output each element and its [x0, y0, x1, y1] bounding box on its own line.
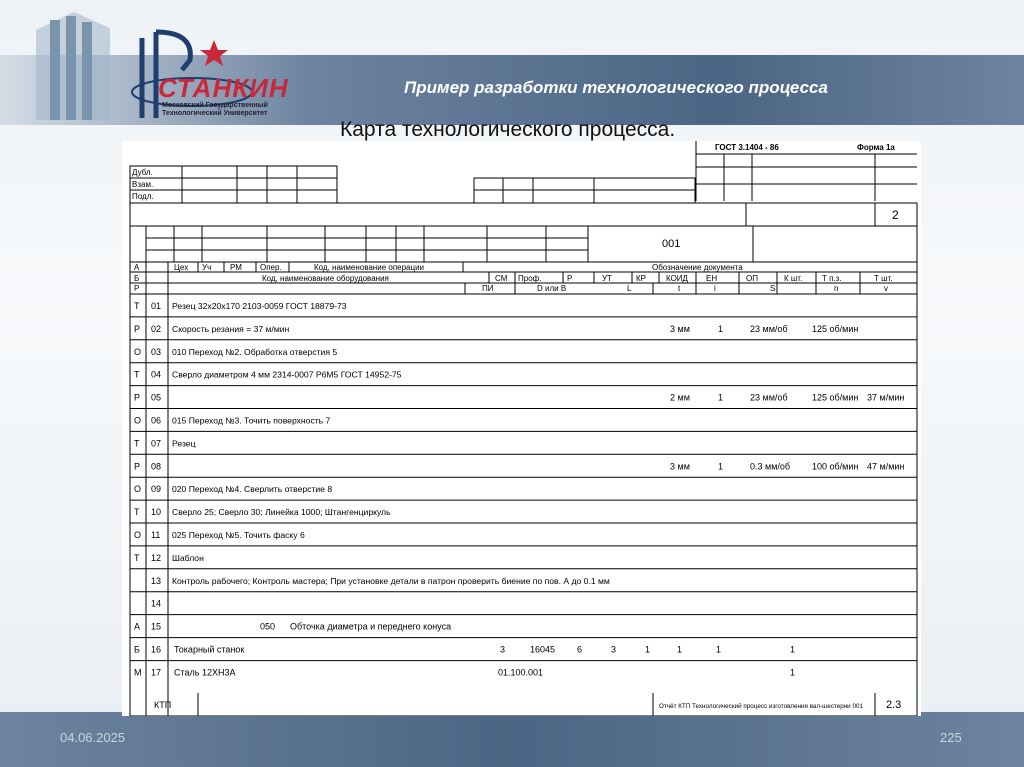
row-number: 06	[151, 415, 162, 426]
row-number: 13	[151, 575, 162, 586]
header-a-cell: РМ	[230, 263, 242, 272]
row-value-prof: 16045	[530, 644, 556, 655]
process-card-grid	[122, 141, 921, 716]
report-label: Отчёт КТП Технологический процесс изготовления вал-шестерни 001	[659, 703, 863, 710]
row-text: Обточка диаметра и переднего конуса	[290, 621, 452, 632]
card-header-texts	[132, 143, 899, 250]
footer-sheet-number: 2.3	[886, 699, 902, 711]
document-title: Карта технологического процесса.	[340, 118, 676, 141]
row-s-value: 23 мм/об	[750, 392, 788, 403]
header-b-cell: ОП	[746, 274, 758, 283]
row-i-value: 1	[718, 392, 724, 403]
row-text: Токарный станок	[174, 644, 245, 655]
row-value-kst: 1	[790, 644, 796, 655]
row-number: 03	[151, 346, 162, 357]
process-card	[122, 141, 921, 716]
column-headers	[134, 263, 893, 293]
header-r-cell: i	[714, 284, 716, 293]
row-value-kr: 1	[645, 644, 651, 655]
row-text: Сверло 25; Сверло 30; Линейка 1000; Штангенциркуль	[172, 507, 391, 518]
header-b-cell: К шт.	[784, 274, 803, 283]
row-value-kst: 1	[790, 667, 796, 678]
row-text: Резец 32x20x170 2103-0059 ГОСТ 18879-73	[172, 301, 347, 311]
row-text: Сталь 12ХН3А	[174, 667, 236, 678]
document-code: 001	[662, 238, 681, 250]
row-code: М	[134, 667, 142, 678]
logo-word: СТАНКИН	[158, 73, 289, 103]
row-text: Резец	[172, 438, 196, 449]
row-code: О	[134, 484, 142, 495]
header-r-cell: L	[627, 284, 632, 293]
row-number: 02	[151, 323, 162, 334]
vzam-label: Взам.	[132, 180, 154, 189]
header-b-cell: СМ	[495, 274, 508, 283]
row-code: Р	[134, 392, 141, 403]
row-text: Контроль рабочего; Контроль мастера; При установке детали в патрон проверить биение по пов. А до 0.1 мм	[172, 575, 610, 586]
row-text: 010 Переход №2. Обработка отверстия 5	[172, 346, 338, 357]
row-n-value: 125 об/мин	[812, 323, 859, 334]
header-r-cell: S	[770, 284, 776, 293]
header-b-cell: КОИД	[666, 274, 688, 283]
header-b-cell: Код, наименование оборудования	[262, 274, 389, 283]
row-code: О	[134, 415, 142, 426]
row-number: 17	[151, 667, 162, 678]
logo-subtitle-line2: Технологический Университет	[162, 110, 268, 117]
row-code: Т	[134, 301, 140, 311]
row-text: Сверло диаметром 4 мм 2314-0007 Р6М5 ГОСТ 14952-75	[172, 369, 402, 380]
row-number: 07	[151, 438, 162, 449]
row-text: 015 Переход №3. Точить поверхность 7	[172, 415, 331, 426]
row-value-koid: 1	[677, 644, 683, 655]
row-s-value: 0.3 мм/об	[750, 461, 791, 472]
slide-page-number: 225	[940, 730, 962, 745]
header-b-cell: Проф.	[518, 274, 542, 283]
row-i-value: 1	[718, 323, 724, 334]
row-s-value: 23 мм/об	[750, 323, 788, 334]
podl-label: Подл.	[132, 192, 154, 201]
row-code: Б	[134, 644, 140, 655]
row-operation-code: 050	[260, 621, 276, 632]
row-t-value: 3 мм	[670, 461, 690, 472]
header-r-cell: t	[678, 284, 681, 293]
header-a-cell: Код, наименование операции	[314, 263, 425, 272]
row-t-value: 3 мм	[670, 323, 690, 334]
header-b-cell: КР	[636, 274, 646, 283]
row-number: 11	[151, 530, 161, 540]
row-i-value: 1	[718, 461, 724, 472]
row-code: А	[134, 621, 141, 632]
row-number: 05	[151, 392, 162, 403]
row-text: Шаблон	[172, 552, 204, 563]
row-v-value: 37 м/мин	[867, 392, 905, 403]
header-a-cell: А	[134, 263, 140, 272]
row-code: Р	[134, 461, 141, 472]
row-number: 09	[151, 484, 162, 495]
row-text: 020 Переход №4. Сверлить отверстие 8	[172, 484, 333, 495]
row-code: Т	[134, 507, 140, 518]
row-v-value: 47 м/мин	[867, 461, 905, 472]
card-footer	[154, 699, 901, 711]
header-b-cell: Т шт.	[874, 274, 893, 283]
row-number: 04	[151, 369, 162, 380]
header-r-cell: D или В	[537, 284, 567, 293]
row-code: О	[134, 530, 142, 540]
row-number: 15	[151, 621, 162, 632]
header-r-cell: v	[884, 284, 888, 293]
header-b-cell: Б	[134, 274, 140, 283]
header-a-cell: Опер.	[260, 263, 282, 272]
row-text: 025 Переход №5. Точить фаску 6	[172, 530, 305, 540]
row-t-value: 2 мм	[670, 392, 690, 403]
row-code: Т	[134, 552, 140, 563]
header-b-cell: Т п.з.	[822, 274, 842, 283]
row-number: 12	[151, 552, 162, 563]
header-a-cell: Уч	[202, 263, 212, 272]
gost-label: ГОСТ 3.1404 - 86	[715, 143, 779, 152]
header-a-cell: Цех	[174, 263, 189, 272]
row-value-en: 1	[716, 644, 722, 655]
logo-subtitle	[162, 102, 292, 118]
header-a-cell: Обозначение документа	[652, 263, 743, 272]
row-value-r: 6	[577, 644, 583, 655]
header-b-cell: ЕН	[706, 274, 718, 283]
header-b-cell: УТ	[602, 274, 612, 283]
sheet-number: 2	[892, 208, 899, 222]
slide-date: 04.06.2025	[60, 730, 126, 745]
row-number: 14	[151, 598, 162, 609]
header-b-cell: Р	[567, 274, 573, 283]
row-code: Р	[134, 323, 141, 334]
row-value-sm: 3	[500, 644, 506, 655]
ktp-label: КТП	[154, 700, 172, 710]
forma-label: Форма 1а	[857, 143, 895, 152]
row-code: Т	[134, 369, 140, 380]
row-text: Скорость резания = 37 м/мин	[172, 323, 290, 334]
slide-title: Пример разработки технологического процесса	[404, 78, 828, 97]
row-n-value: 125 об/мин	[812, 392, 859, 403]
row-number: 08	[151, 461, 162, 472]
card-row-texts	[134, 301, 904, 678]
row-number: 01	[151, 301, 162, 311]
dubl-label: Дубл.	[132, 168, 153, 177]
row-number: 16	[151, 644, 162, 655]
row-code: О	[134, 346, 142, 357]
header-r-cell: ПИ	[482, 284, 494, 293]
row-value-ut: 3	[611, 644, 617, 655]
row-document: 01.100.001	[498, 667, 544, 678]
footer-band	[0, 712, 1024, 767]
row-number: 10	[151, 507, 162, 518]
row-code: Т	[134, 438, 140, 449]
row-n-value: 100 об/мин	[812, 461, 859, 472]
header-r-cell: Р	[134, 284, 140, 293]
logo-subtitle-line1: Московский Государственный	[162, 102, 268, 109]
card-static-lines	[130, 141, 917, 716]
header-r-cell: n	[834, 284, 839, 293]
